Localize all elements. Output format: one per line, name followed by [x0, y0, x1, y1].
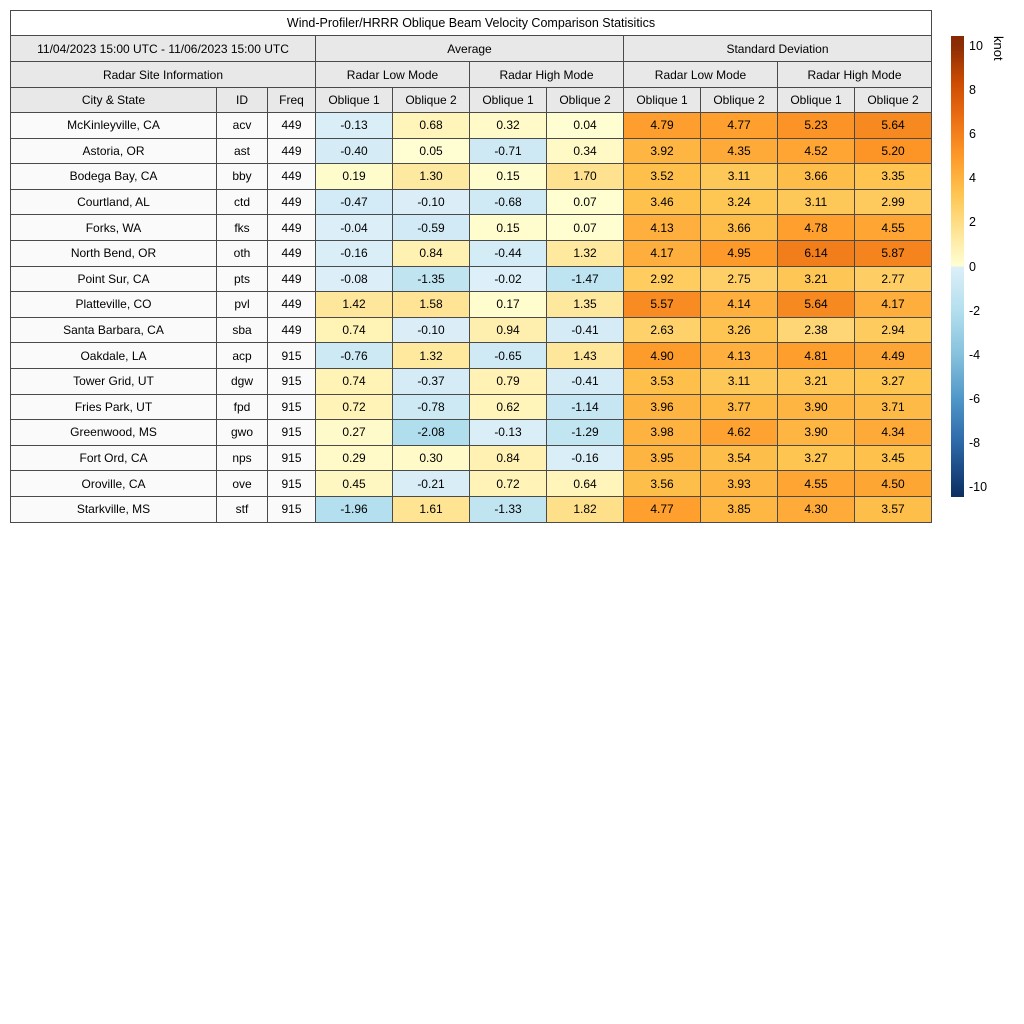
value-cell: -0.40 [316, 138, 393, 164]
column-header-oblique: Oblique 2 [855, 88, 932, 113]
value-cell: 3.66 [778, 164, 855, 190]
value-cell: -0.08 [316, 266, 393, 292]
value-cell: -1.47 [547, 266, 624, 292]
column-header-oblique: Oblique 1 [316, 88, 393, 113]
value-cell: 3.45 [855, 445, 932, 471]
value-cell: -1.14 [547, 394, 624, 420]
id-cell: acp [217, 343, 268, 369]
value-cell: -0.71 [470, 138, 547, 164]
value-cell: -0.04 [316, 215, 393, 241]
value-cell: 5.64 [778, 292, 855, 318]
value-cell: 4.49 [855, 343, 932, 369]
freq-cell: 449 [268, 240, 316, 266]
table-row [11, 215, 932, 241]
freq-cell: 915 [268, 420, 316, 446]
value-cell: 4.35 [701, 138, 778, 164]
table-row [11, 240, 932, 266]
table-row [11, 189, 932, 215]
freq-cell: 915 [268, 471, 316, 497]
value-cell: 1.43 [547, 343, 624, 369]
table-row [11, 343, 932, 369]
freq-cell: 449 [268, 292, 316, 318]
city-cell: Santa Barbara, CA [11, 317, 217, 343]
value-cell: 5.87 [855, 240, 932, 266]
value-cell: 3.92 [624, 138, 701, 164]
value-cell: -0.44 [470, 240, 547, 266]
value-cell: 0.68 [393, 113, 470, 139]
colorbar-tick-label: 10 [969, 38, 983, 53]
std-dev-group-header: Standard Deviation [624, 36, 932, 62]
column-header-row [11, 88, 932, 113]
value-cell: 4.81 [778, 343, 855, 369]
value-cell: -0.02 [470, 266, 547, 292]
value-cell: -0.47 [316, 189, 393, 215]
value-cell: 0.04 [547, 113, 624, 139]
freq-cell: 449 [268, 266, 316, 292]
table-row [11, 368, 932, 394]
value-cell: 0.94 [470, 317, 547, 343]
value-cell: 2.75 [701, 266, 778, 292]
value-cell: 0.32 [470, 113, 547, 139]
mode-header-low-std: Radar Low Mode [624, 62, 778, 88]
city-cell: Oakdale, LA [11, 343, 217, 369]
value-cell: -0.10 [393, 189, 470, 215]
value-cell: 4.77 [701, 113, 778, 139]
column-header-city: City & State [11, 88, 217, 113]
value-cell: -0.76 [316, 343, 393, 369]
colorbar-tick-label: 8 [969, 83, 976, 98]
title-row [11, 11, 932, 36]
colorbar-tick-label: -6 [969, 391, 981, 406]
city-cell: Courtland, AL [11, 189, 217, 215]
value-cell: 2.94 [855, 317, 932, 343]
value-cell: 4.30 [778, 496, 855, 522]
id-cell: ove [217, 471, 268, 497]
id-cell: fpd [217, 394, 268, 420]
value-cell: 4.13 [624, 215, 701, 241]
value-cell: 4.13 [701, 343, 778, 369]
value-cell: 3.11 [778, 189, 855, 215]
value-cell: -0.41 [547, 368, 624, 394]
value-cell: 4.52 [778, 138, 855, 164]
freq-cell: 915 [268, 343, 316, 369]
city-cell: Starkville, MS [11, 496, 217, 522]
value-cell: 3.90 [778, 394, 855, 420]
freq-cell: 915 [268, 445, 316, 471]
value-cell: -2.08 [393, 420, 470, 446]
value-cell: 1.58 [393, 292, 470, 318]
id-cell: oth [217, 240, 268, 266]
value-cell: 4.90 [624, 343, 701, 369]
city-cell: McKinleyville, CA [11, 113, 217, 139]
colorbar-tick-label: 2 [969, 215, 976, 230]
value-cell: 0.64 [547, 471, 624, 497]
value-cell: 3.52 [624, 164, 701, 190]
colorbar-label: knot [991, 36, 1006, 61]
value-cell: 0.15 [470, 215, 547, 241]
value-cell: 4.55 [778, 471, 855, 497]
average-group-header: Average [316, 36, 624, 62]
freq-cell: 449 [268, 113, 316, 139]
value-cell: 0.30 [393, 445, 470, 471]
colorbar-tick-label: 0 [969, 259, 976, 274]
value-cell: 5.20 [855, 138, 932, 164]
value-cell: -0.21 [393, 471, 470, 497]
table-row [11, 292, 932, 318]
value-cell: 3.93 [701, 471, 778, 497]
colorbar-tick-label: 4 [969, 171, 976, 186]
table-row [11, 138, 932, 164]
value-cell: 3.96 [624, 394, 701, 420]
value-cell: 3.56 [624, 471, 701, 497]
value-cell: 1.42 [316, 292, 393, 318]
group-header-row [11, 36, 932, 62]
value-cell: 3.11 [701, 164, 778, 190]
colorbar-tick-label: -4 [969, 347, 981, 362]
table-row [11, 317, 932, 343]
value-cell: 3.57 [855, 496, 932, 522]
value-cell: -0.68 [470, 189, 547, 215]
colorbar [951, 36, 1024, 497]
value-cell: 4.17 [624, 240, 701, 266]
id-cell: pvl [217, 292, 268, 318]
freq-cell: 449 [268, 215, 316, 241]
value-cell: 0.84 [470, 445, 547, 471]
id-cell: stf [217, 496, 268, 522]
value-cell: 1.82 [547, 496, 624, 522]
date-range-header: 11/04/2023 15:00 UTC - 11/06/2023 15:00 UTC [11, 36, 316, 62]
freq-cell: 915 [268, 496, 316, 522]
column-header-id: ID [217, 88, 268, 113]
colorbar-tick-label: 6 [969, 127, 976, 142]
value-cell: -1.35 [393, 266, 470, 292]
value-cell: 3.95 [624, 445, 701, 471]
value-cell: 3.27 [855, 368, 932, 394]
value-cell: 0.05 [393, 138, 470, 164]
id-cell: acv [217, 113, 268, 139]
column-header-oblique: Oblique 1 [470, 88, 547, 113]
value-cell: 3.53 [624, 368, 701, 394]
id-cell: ast [217, 138, 268, 164]
value-cell: 0.72 [470, 471, 547, 497]
city-cell: Bodega Bay, CA [11, 164, 217, 190]
value-cell: -0.16 [316, 240, 393, 266]
value-cell: 4.77 [624, 496, 701, 522]
table-row [11, 471, 932, 497]
site-info-header: Radar Site Information [11, 62, 316, 88]
city-cell: Astoria, OR [11, 138, 217, 164]
freq-cell: 449 [268, 317, 316, 343]
city-cell: Fries Park, UT [11, 394, 217, 420]
value-cell: 3.71 [855, 394, 932, 420]
value-cell: 1.35 [547, 292, 624, 318]
value-cell: -0.16 [547, 445, 624, 471]
mode-header-row [11, 62, 932, 88]
value-cell: 0.27 [316, 420, 393, 446]
value-cell: 1.61 [393, 496, 470, 522]
id-cell: sba [217, 317, 268, 343]
value-cell: 3.11 [701, 368, 778, 394]
value-cell: 0.07 [547, 189, 624, 215]
table-row [11, 266, 932, 292]
value-cell: 4.79 [624, 113, 701, 139]
value-cell: 0.84 [393, 240, 470, 266]
value-cell: 2.63 [624, 317, 701, 343]
value-cell: 1.32 [393, 343, 470, 369]
mode-header-high-std: Radar High Mode [778, 62, 932, 88]
value-cell: -0.41 [547, 317, 624, 343]
column-header-freq: Freq [268, 88, 316, 113]
value-cell: -0.10 [393, 317, 470, 343]
value-cell: 3.24 [701, 189, 778, 215]
value-cell: 4.50 [855, 471, 932, 497]
id-cell: pts [217, 266, 268, 292]
value-cell: 2.92 [624, 266, 701, 292]
value-cell: 2.77 [855, 266, 932, 292]
value-cell: 1.70 [547, 164, 624, 190]
value-cell: -1.96 [316, 496, 393, 522]
value-cell: 4.78 [778, 215, 855, 241]
value-cell: 0.15 [470, 164, 547, 190]
freq-cell: 449 [268, 164, 316, 190]
value-cell: 0.07 [547, 215, 624, 241]
value-cell: 0.45 [316, 471, 393, 497]
value-cell: 1.30 [393, 164, 470, 190]
id-cell: bby [217, 164, 268, 190]
value-cell: -0.65 [470, 343, 547, 369]
value-cell: 6.14 [778, 240, 855, 266]
colorbar-gradient [951, 36, 964, 497]
id-cell: dgw [217, 368, 268, 394]
value-cell: 3.77 [701, 394, 778, 420]
city-cell: Fort Ord, CA [11, 445, 217, 471]
value-cell: 3.85 [701, 496, 778, 522]
value-cell: -1.33 [470, 496, 547, 522]
value-cell: 4.95 [701, 240, 778, 266]
value-cell: 0.62 [470, 394, 547, 420]
freq-cell: 449 [268, 138, 316, 164]
value-cell: 0.74 [316, 368, 393, 394]
id-cell: gwo [217, 420, 268, 446]
value-cell: 3.35 [855, 164, 932, 190]
table-row [11, 496, 932, 522]
value-cell: 4.55 [855, 215, 932, 241]
stats-table [10, 10, 932, 523]
value-cell: 3.46 [624, 189, 701, 215]
column-header-oblique: Oblique 2 [393, 88, 470, 113]
value-cell: 4.14 [701, 292, 778, 318]
freq-cell: 449 [268, 189, 316, 215]
value-cell: 3.98 [624, 420, 701, 446]
value-cell: 0.74 [316, 317, 393, 343]
colorbar-tick-label: -10 [969, 480, 988, 495]
table-row [11, 164, 932, 190]
value-cell: 2.99 [855, 189, 932, 215]
value-cell: 4.34 [855, 420, 932, 446]
colorbar-tick-label: -8 [969, 435, 981, 450]
table-row [11, 420, 932, 446]
value-cell: 0.34 [547, 138, 624, 164]
table-row [11, 394, 932, 420]
column-header-oblique: Oblique 1 [624, 88, 701, 113]
column-header-oblique: Oblique 2 [701, 88, 778, 113]
value-cell: -1.29 [547, 420, 624, 446]
value-cell: -0.13 [470, 420, 547, 446]
value-cell: 2.38 [778, 317, 855, 343]
city-cell: Forks, WA [11, 215, 217, 241]
mode-header-low-avg: Radar Low Mode [316, 62, 470, 88]
id-cell: fks [217, 215, 268, 241]
value-cell: 3.21 [778, 266, 855, 292]
column-header-oblique: Oblique 1 [778, 88, 855, 113]
mode-header-high-avg: Radar High Mode [470, 62, 624, 88]
table-row [11, 445, 932, 471]
table-row [11, 113, 932, 139]
city-cell: Greenwood, MS [11, 420, 217, 446]
value-cell: 3.66 [701, 215, 778, 241]
city-cell: North Bend, OR [11, 240, 217, 266]
freq-cell: 915 [268, 394, 316, 420]
city-cell: Oroville, CA [11, 471, 217, 497]
column-header-oblique: Oblique 2 [547, 88, 624, 113]
value-cell: 3.27 [778, 445, 855, 471]
value-cell: -0.13 [316, 113, 393, 139]
value-cell: 0.29 [316, 445, 393, 471]
value-cell: 4.62 [701, 420, 778, 446]
value-cell: -0.78 [393, 394, 470, 420]
freq-cell: 915 [268, 368, 316, 394]
value-cell: 3.90 [778, 420, 855, 446]
value-cell: 3.21 [778, 368, 855, 394]
value-cell: 0.17 [470, 292, 547, 318]
value-cell: 4.17 [855, 292, 932, 318]
value-cell: 3.54 [701, 445, 778, 471]
value-cell: 1.32 [547, 240, 624, 266]
table-title: Wind-Profiler/HRRR Oblique Beam Velocity Comparison Statisitics [11, 11, 932, 36]
value-cell: 5.23 [778, 113, 855, 139]
value-cell: 0.79 [470, 368, 547, 394]
value-cell: 0.72 [316, 394, 393, 420]
city-cell: Point Sur, CA [11, 266, 217, 292]
id-cell: ctd [217, 189, 268, 215]
value-cell: -0.59 [393, 215, 470, 241]
city-cell: Tower Grid, UT [11, 368, 217, 394]
value-cell: 5.64 [855, 113, 932, 139]
value-cell: -0.37 [393, 368, 470, 394]
colorbar-tick-label: -2 [969, 303, 981, 318]
id-cell: nps [217, 445, 268, 471]
value-cell: 3.26 [701, 317, 778, 343]
value-cell: 0.19 [316, 164, 393, 190]
city-cell: Platteville, CO [11, 292, 217, 318]
value-cell: 5.57 [624, 292, 701, 318]
